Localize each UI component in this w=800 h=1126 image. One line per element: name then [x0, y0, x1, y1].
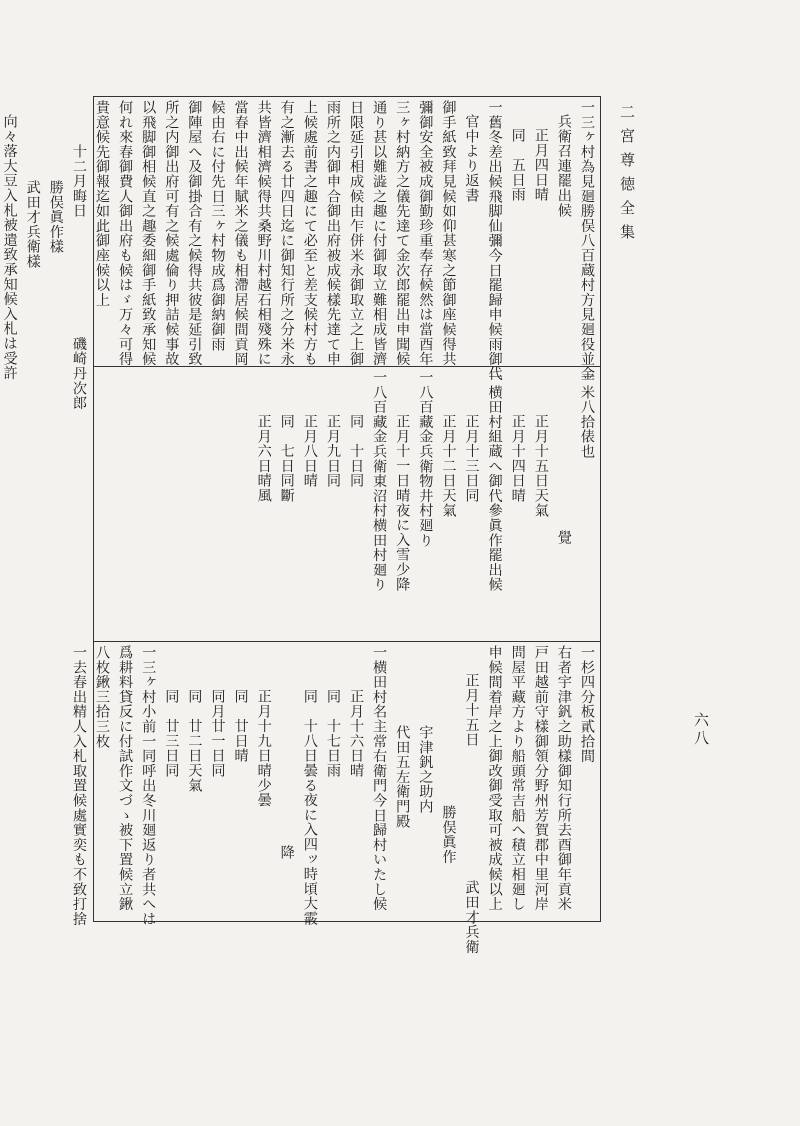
book-title: 二宮尊徳全集 — [618, 104, 636, 248]
top-column: 當春中出候年賦米之儀も相滯居候間貢岡 — [232, 100, 249, 367]
page-number: 六八 — [692, 712, 710, 748]
bottom-column: 同 廿二日天氣 — [186, 689, 203, 793]
top-column: 勝俣眞作樣 — [47, 180, 64, 254]
top-column: 有之漸去る廿四日迄に御知行所之分米永 — [278, 100, 295, 367]
top-column: 武田才兵衛樣 — [24, 180, 41, 269]
middle-column: 覺 — [555, 530, 572, 545]
top-column: 御手紙致拜見候如仰甚寒之節御座候得共 — [440, 100, 457, 367]
bottom-column: 正月十五日 武田才兵衛 — [463, 673, 480, 955]
top-column: 上候處前書之趣にて必至と差支候村方も — [301, 100, 318, 367]
top-column: 正月四日晴 — [532, 128, 549, 202]
top-column: 彌御安全被成御勤珍重奉存候然は當酉年 — [417, 100, 434, 367]
bottom-column: 一横田村名主常右衛門今日歸村いたし候 — [371, 645, 388, 912]
top-column: 一舊冬差出候飛脚仙彌今日罷歸申候雨御代 — [486, 100, 503, 382]
middle-column: 正月十二日天氣 — [440, 414, 457, 518]
text-tier-middle — [96, 370, 598, 637]
top-column: 共皆濟相濟候得共桑野川村越石相殘殊に — [255, 100, 272, 367]
bottom-column: 戸田越前守樣御領分野州芳賀郡中里河岸 — [532, 645, 549, 912]
bottom-column: 同月廿一日同 — [209, 689, 226, 778]
top-column: 官中より返書 — [463, 114, 480, 203]
text-tier-top — [1, 100, 598, 411]
middle-column: 正月十四日晴 — [509, 414, 526, 503]
middle-column: 正月十五日天氣 — [532, 414, 549, 518]
middle-column: 正月六日晴風 — [255, 414, 272, 503]
bottom-column: 八枚鍬三拾三枚 — [94, 645, 111, 749]
middle-column: 正月十一日晴夜に入雪少降 — [394, 414, 411, 592]
middle-column: 同 七日同斷 — [278, 414, 295, 503]
middle-column: 一八百藏金兵衛物井村廻り — [417, 370, 434, 548]
bottom-column: 同 廿三日同 — [163, 689, 180, 778]
bottom-column: 爲耕料貸反に付試作文づゝ被下置候立鍬 — [117, 645, 134, 912]
text-tier-bottom — [70, 645, 598, 955]
top-column: 日限延引相成候由乍併米永御取立之上御 — [348, 100, 365, 367]
bottom-column: 申候間着岸之上御改御受取可被成候以上 — [486, 645, 503, 912]
top-column: 兵衛召連罷出候 — [555, 114, 572, 218]
bottom-column: 宇津釩之助内 — [417, 725, 434, 814]
middle-column: 一八百藏金兵衛東沼村横田村廻り — [371, 370, 388, 592]
bottom-column: 一去春出精人入札取置候處實奕も不致打捨 — [70, 645, 87, 927]
bottom-column: 代田五左衛門殿 — [394, 725, 411, 829]
top-column: 一三ヶ村為見廻勝俣八百蔵村方見廻役並金 — [579, 100, 595, 382]
top-column: 以飛脚御相候直之趣委細御手紙致承知候 — [140, 100, 157, 367]
tier-divider-lower — [93, 641, 601, 642]
top-column: 候由右に付先日三ヶ村物成爲御納御雨 — [209, 100, 226, 352]
middle-column: 正月八日晴 — [301, 414, 318, 488]
top-column: 貴意候先御報迄如此御座候以上 — [94, 100, 111, 308]
bottom-column: 同 十七日雨 — [324, 689, 341, 778]
bottom-column: 正月十九日晴少曇 — [255, 689, 272, 808]
middle-column: 一米八拾俵也 — [579, 370, 595, 459]
top-column: 所之内御出府可有之候處倫り押詰候事故 — [163, 100, 180, 367]
middle-column: 同 十日同 — [348, 414, 365, 488]
middle-column: 正月九日同 — [324, 414, 341, 488]
top-column: 雨所之内御申合御出府被成候樣先達て申 — [324, 100, 341, 367]
bottom-column: 問屋平藏方より船頭常吉船へ積立相廻し — [509, 645, 526, 912]
top-column: 通り甚以難澁之趣に付御取立難相成皆濟 — [371, 100, 388, 367]
bottom-column: 同 十八日曇る夜に入四ッ時頃大霰 — [301, 689, 318, 926]
bottom-column: 一杉四分板貳拾間 — [579, 645, 595, 764]
middle-column: 正月十三日同 — [463, 414, 480, 503]
top-column: 十二月晦日 磯崎丹次郎 — [70, 144, 87, 411]
top-column: 向々落大豆入札被遣致承知候入札は受許 — [1, 114, 18, 381]
bottom-column: 一三ヶ村小前一同呼出冬川廻返り者共へは — [140, 645, 157, 927]
tier-divider-upper — [93, 366, 601, 367]
bottom-column: 勝俣眞作 — [440, 805, 457, 865]
top-column: 同 五日雨 — [509, 128, 526, 202]
bottom-column: 正月十六日晴 — [348, 689, 365, 778]
top-column: 何れ來春御費人御出府も候はゞ万々可得 — [117, 100, 134, 367]
top-column: 三ヶ村納方之儀先達て金次郎罷出申聞候 — [394, 100, 411, 367]
bottom-column: 右者宇津釩之助樣御知行所去酉御年貢米 — [555, 645, 572, 912]
middle-column: 一横田村組蔵へ御代參眞作罷出候 — [486, 370, 503, 592]
bottom-column: 降 — [278, 845, 295, 860]
top-column: 御陣屋へ及御掛合有之候得共彼是延引致 — [186, 100, 203, 367]
bottom-column: 同 廿日晴 — [232, 689, 249, 763]
